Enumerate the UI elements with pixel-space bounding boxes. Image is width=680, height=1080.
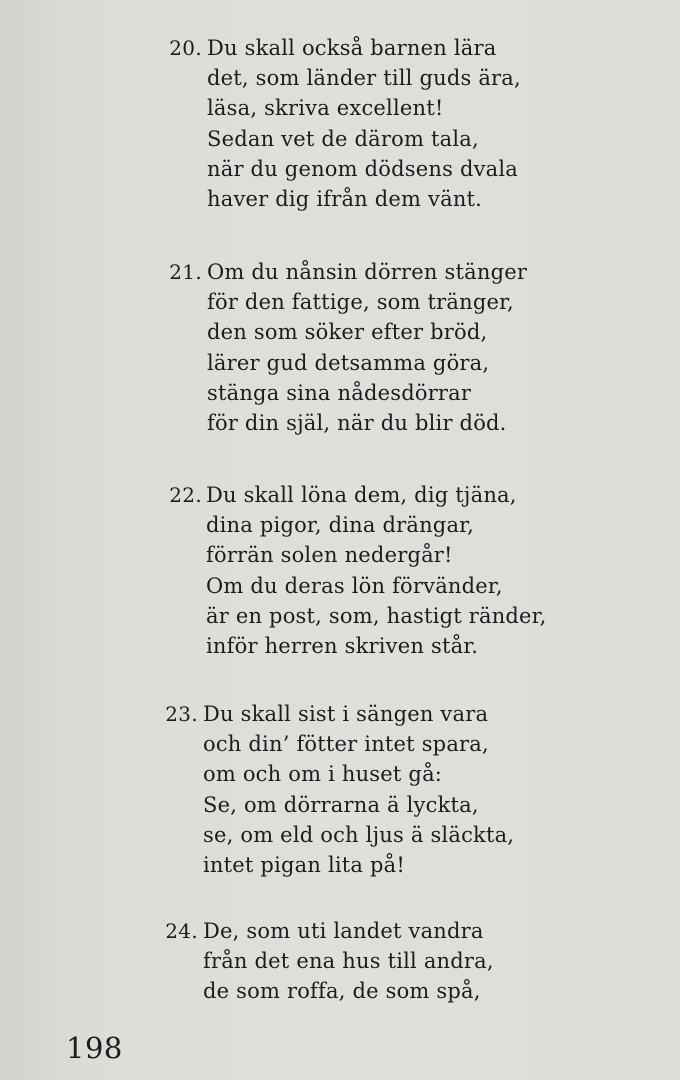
verse-line: Om du nånsin dörren stänger bbox=[207, 260, 528, 284]
verse-line: Om du deras lön förvänder, bbox=[206, 573, 503, 598]
verse-line: Du skall sist i sängen vara bbox=[203, 702, 489, 726]
verse-line: intet pigan lita på! bbox=[203, 853, 406, 878]
verse-line: läsa, skriva excellent! bbox=[207, 96, 444, 121]
stanza-lines bbox=[206, 480, 547, 661]
verse-line: för din själ, när du blir död. bbox=[207, 411, 507, 436]
stanza-lines bbox=[207, 33, 521, 214]
stanza-lines bbox=[203, 916, 494, 1007]
verse-line: när du genom dödsens dvala bbox=[207, 156, 519, 181]
verse-line: Se, om dörrarna ä lyckta, bbox=[203, 792, 479, 817]
stanza-lines bbox=[207, 257, 527, 438]
verse-line: det, som länder till guds ära, bbox=[207, 66, 521, 91]
verse-line: de som roffa, de som spå, bbox=[203, 979, 481, 1004]
stanza-lines bbox=[203, 699, 514, 880]
verse-line: stänga sina nådesdörrar bbox=[207, 380, 472, 405]
stanza-number: 22. bbox=[169, 483, 202, 507]
stanza-number: 21. bbox=[169, 260, 202, 284]
verse-line: från det ena hus till andra, bbox=[203, 949, 494, 974]
verse-line: lärer gud detsamma göra, bbox=[207, 350, 490, 375]
verse-line: och din’ fötter intet spara, bbox=[203, 732, 489, 757]
verse-line: haver dig ifrån dem vänt. bbox=[207, 187, 483, 212]
verse-line: är en post, som, hastigt ränder, bbox=[206, 603, 547, 628]
verse-line: se, om eld och ljus ä släckta, bbox=[203, 822, 515, 847]
verse-line: den som söker efter bröd, bbox=[207, 320, 488, 345]
stanza-number: 23. bbox=[165, 702, 198, 726]
verse-line: Du skall också barnen lära bbox=[207, 36, 497, 60]
verse-line: om och om i huset gå: bbox=[203, 762, 443, 787]
stanza-number: 20. bbox=[169, 36, 202, 60]
verse-line: Du skall löna dem, dig tjäna, bbox=[206, 483, 517, 507]
verse-line: dina pigor, dina drängar, bbox=[206, 513, 474, 538]
page-number: 198 bbox=[66, 1031, 123, 1065]
verse-line: för den fattige, som tränger, bbox=[207, 290, 514, 315]
verse-line: inför herren skriven står. bbox=[206, 634, 479, 659]
verse-line: De, som uti landet vandra bbox=[203, 919, 484, 943]
stanza-number: 24. bbox=[165, 919, 198, 943]
verse-line: Sedan vet de därom tala, bbox=[207, 126, 479, 151]
verse-line: förrän solen nedergår! bbox=[206, 543, 453, 568]
